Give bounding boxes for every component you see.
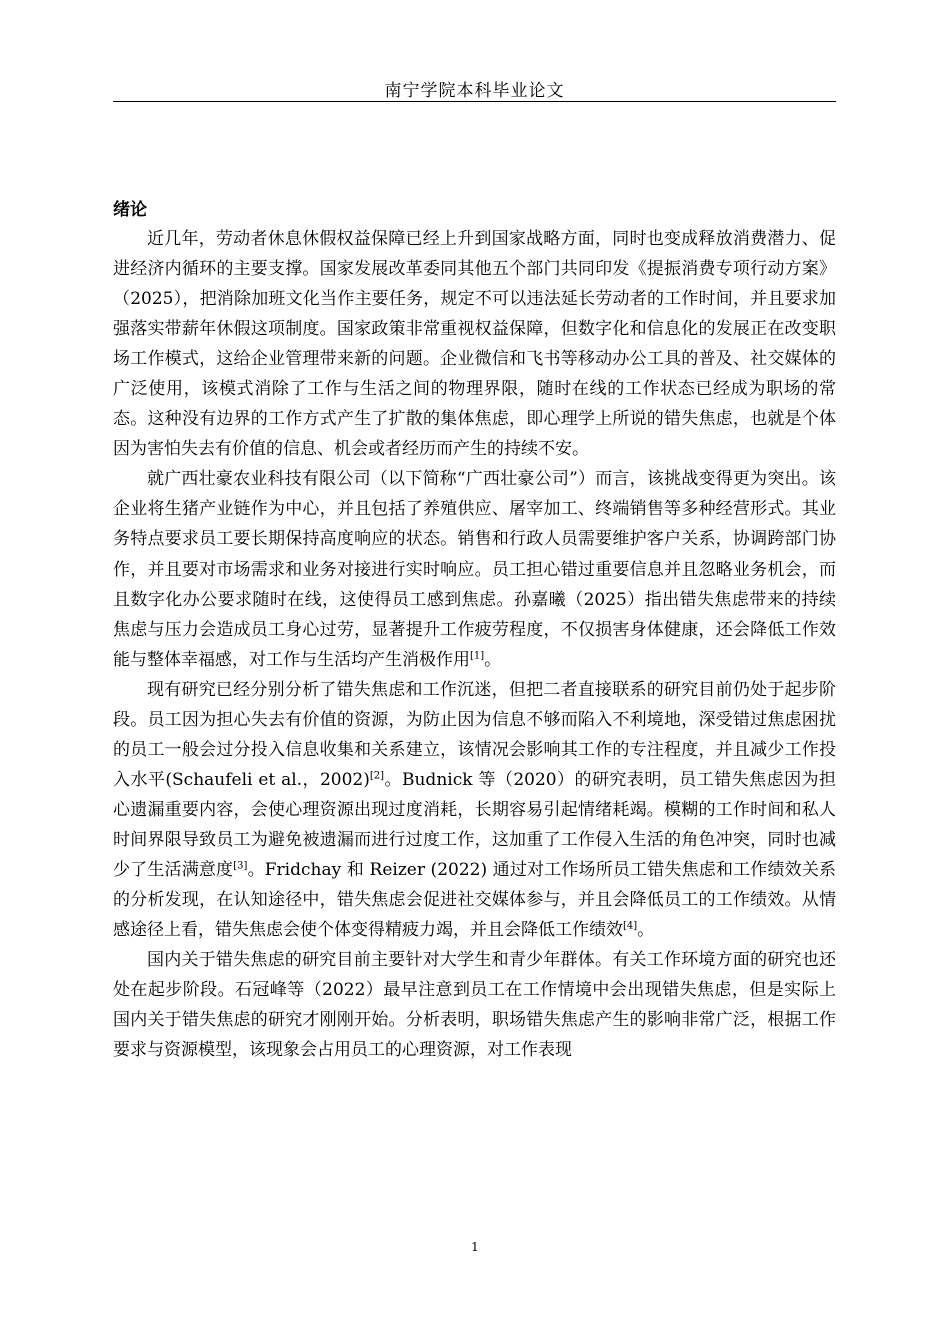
header-divider xyxy=(113,101,836,102)
paragraph-4 xyxy=(113,945,836,1065)
paragraph-text: 现有研究已经分别分析了错失焦虑和工作沉迷，但把二者直接联系的研究目前仍处于起步阶段。员工因为担心失去有价值的资源，为防止因为信息不够而陷入不利境地，深受错过焦虑困扰的员工一般会过分投入信息收集和关系建立，该情况会影响其工作的专注程度，并且减少工作投入水平(Schaufeli et al.，2002) xyxy=(113,679,836,790)
paragraph-text: 。 xyxy=(637,920,655,941)
paragraph-text: 。Budnick 等（2020）的研究表明，员工错失焦虑因为担心遗漏重要内容，会使心理资源出现过度消耗，长期容易引起情绪耗竭。模糊的工作时间和私人时间界限导致员工为避免被遗漏而进行过度工作，这加重了工作侵入生活的角色冲突，同时也减少了生活满意度 xyxy=(113,769,836,880)
section-heading: 绪论 xyxy=(113,200,147,220)
paragraph-text: 。 xyxy=(484,649,502,670)
paragraph-text: 近几年，劳动者休息休假权益保障已经上升到国家战略方面，同时也变成释放消费潜力、促进经济内循环的主要支撑。国家发展改革委同其他五个部门共同印发《提振消费专项行动方案》（2025），把消除加班文化当作主要任务，规定不可以违法延长劳动者的工作时间，并且要求加强落实带薪年休假这项制度。国家政策非常重视权益保障，但数字化和信息化的发展正在改变职场工作模式，这给企业管理带来新的问题。企业微信和飞书等移动办公工具的普及、社交媒体的广泛使用，该模式消除了工作与生活之间的物理界限，随时在线的工作状态已经成为职场的常态。这种没有边界的工作方式产生了扩散的集体焦虑，即心理学上所说的错失焦虑，也就是个体因为害怕失去有价值的信息、机会或者经历而产生的持续不安。 xyxy=(113,229,836,460)
paragraph-3 xyxy=(113,675,836,945)
page-header: 南宁学院本科毕业论文 xyxy=(384,81,565,101)
page-number: 1 xyxy=(471,1240,479,1254)
paragraph-text: 就广西壮豪农业科技有限公司（以下简称“广西壮豪公司”）而言，该挑战变得更为突出。该企业将生猪产业链作为中心，并且包括了养殖供应、屠宰加工、终端销售等多种经营形式。其业务特点要求员工要长期保持高度响应的状态。销售和行政人员需要维护客户关系，协调跨部门协作，并且要对市场需求和业务对接进行实时响应。员工担心错过重要信息并且忽略业务机会，而且数字化办公要求随时在线，这使得员工感到焦虑。孙嘉曦（2025）指出错失焦虑带来的持续焦虑与压力会造成员工身心过劳，显著提升工作疲劳程度，不仅损害身体健康，还会降低工作效能与整体幸福感，对工作与生活均产生消极作用 xyxy=(113,469,836,670)
citation-ref-4: [4] xyxy=(623,920,638,932)
body-text xyxy=(113,224,836,1065)
paragraph-2 xyxy=(113,464,836,674)
citation-ref-1: [1] xyxy=(470,650,485,661)
citation-ref-2: [2] xyxy=(369,770,385,782)
paragraph-text: 。Fridchay 和 Reizer (2022) 通过对工作场所员工错失焦虑和工作绩效关系的分析发现，在认知途径中，错失焦虑会促进社交媒体参与，并且会降低员工的工作绩效。从情感途径上看，错失焦虑会使个体变得精疲力竭，并且会降低工作绩效 xyxy=(113,859,836,941)
paragraph-text: 国内关于错失焦虑的研究目前主要针对大学生和青少年群体。有关工作环境方面的研究也还处在起步阶段。石冠峰等（2022）最早注意到员工在工作情境中会出现错失焦虑，但是实际上国内关于错失焦虑的研究才刚刚开始。分析表明，职场错失焦虑产生的影响非常广泛，根据工作要求与资源模型，该现象会占用员工的心理资源，对工作表现 xyxy=(113,950,836,1061)
citation-ref-3: [3] xyxy=(233,860,248,872)
paragraph-1 xyxy=(113,224,836,464)
